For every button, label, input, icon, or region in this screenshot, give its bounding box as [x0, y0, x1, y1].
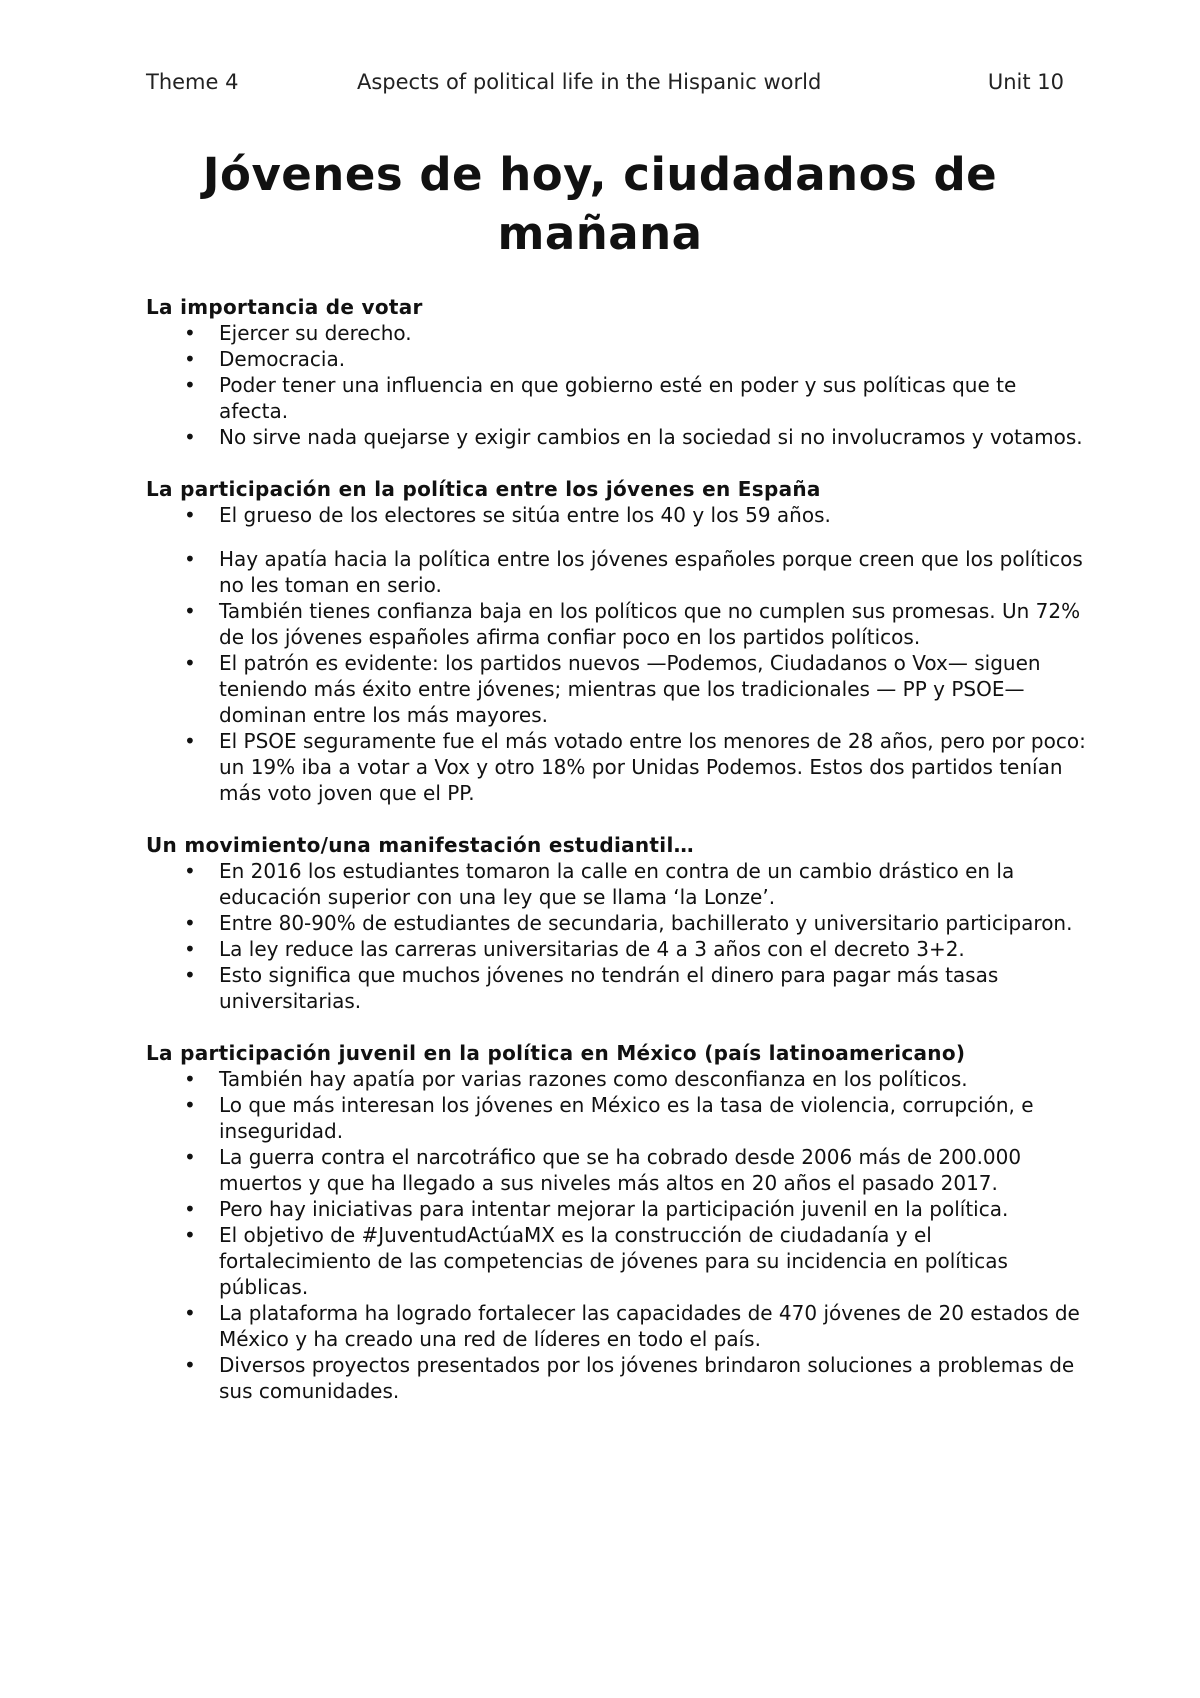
list-item	[146, 1092, 1086, 1144]
list-item-text: Poder tener una influencia en que gobierno esté en poder y sus políticas que te afecta.	[219, 373, 1017, 423]
bullet-list	[146, 502, 1086, 806]
list-item-text: Entre 80-90% de estudiantes de secundaria, bachillerato y universitario participaron.	[219, 911, 1073, 935]
list-item-text: En 2016 los estudiantes tomaron la calle en contra de un cambio drástico en la educación superior con una ley que se llama ‘la Lonze’.	[219, 859, 1015, 909]
header-topic: Aspects of political life in the Hispanic world	[357, 70, 822, 94]
section-heading: La importancia de votar	[146, 295, 423, 319]
list-item-text: No sirve nada quejarse y exigir cambios en la sociedad si no involucramos y votamos.	[219, 425, 1083, 449]
bullet-icon: •	[184, 937, 196, 961]
bullet-icon: •	[184, 859, 196, 883]
list-item-text: Lo que más interesan los jóvenes en México es la tasa de violencia, corrupción, e inseguridad.	[219, 1093, 1034, 1143]
list-item	[146, 424, 1086, 450]
bullet-icon: •	[184, 599, 196, 623]
list-item	[146, 910, 1086, 936]
list-item-text: Ejercer su derecho.	[219, 321, 412, 345]
list-item	[146, 598, 1086, 650]
section-youth-participation-spain	[146, 476, 1086, 806]
list-item	[146, 858, 1086, 910]
bullet-icon: •	[184, 1301, 196, 1325]
list-item-text: La guerra contra el narcotráfico que se ha cobrado desde 2006 más de 200.000 muertos y que ha llegado a sus niveles más altos en 20 años el pasado 2017.	[219, 1145, 1022, 1195]
list-item-text: También tienes confianza baja en los políticos que no cumplen sus promesas. Un 72% de los jóvenes españoles afirma confiar poco en los partidos políticos.	[219, 599, 1081, 649]
bullet-icon: •	[184, 1093, 196, 1117]
bullet-icon: •	[184, 1067, 196, 1091]
bullet-list	[146, 858, 1086, 1014]
list-item	[146, 1144, 1086, 1196]
bullet-icon: •	[184, 1197, 196, 1221]
list-item-text: Diversos proyectos presentados por los jóvenes brindaron soluciones a problemas de sus comunidades.	[219, 1353, 1075, 1403]
document-body	[146, 294, 1086, 1430]
bullet-icon: •	[184, 1223, 196, 1247]
list-item	[146, 346, 1086, 372]
bullet-icon: •	[184, 963, 196, 987]
bullet-icon: •	[184, 1353, 196, 1377]
list-item	[146, 320, 1086, 346]
page-title: Jóvenes de hoy, ciudadanos de mañana	[202, 148, 998, 260]
bullet-icon: •	[184, 321, 196, 345]
bullet-icon: •	[184, 347, 196, 371]
list-item-text: El PSOE seguramente fue el más votado entre los menores de 28 años, pero por poco: un 19% iba a votar a Vox y otro 18% por Unidas Podemos. Estos dos partidos tenían más voto joven que el PP.	[219, 729, 1086, 805]
bullet-icon: •	[184, 503, 196, 527]
list-item	[146, 936, 1086, 962]
list-item-text: Esto significa que muchos jóvenes no tendrán el dinero para pagar más tasas universitarias.	[219, 963, 999, 1013]
section-youth-participation-mexico	[146, 1040, 1086, 1404]
bullet-list	[146, 1066, 1086, 1404]
list-item	[146, 372, 1086, 424]
list-item-text: Pero hay iniciativas para intentar mejorar la participación juvenil en la política.	[219, 1197, 1009, 1221]
section-importance-of-voting	[146, 294, 1086, 450]
bullet-icon: •	[184, 651, 196, 675]
list-item-text: El grueso de los electores se sitúa entre los 40 y los 59 años.	[219, 503, 831, 527]
list-item-text: La ley reduce las carreras universitarias de 4 a 3 años con el decreto 3+2.	[219, 937, 965, 961]
list-item-text: El patrón es evidente: los partidos nuevos —Podemos, Ciudadanos o Vox— siguen teniendo más éxito entre jóvenes; mientras que los tradicionales — PP y PSOE— dominan entre los más mayores.	[219, 651, 1041, 727]
list-item-text: La plataforma ha logrado fortalecer las capacidades de 470 jóvenes de 20 estados de México y ha creado una red de líderes en todo el país.	[219, 1301, 1080, 1351]
header-theme: Theme 4	[146, 70, 239, 94]
list-item	[146, 1352, 1086, 1404]
header-unit: Unit 10	[987, 70, 1064, 94]
list-item-text: Hay apatía hacia la política entre los jóvenes españoles porque creen que los políticos no les toman en serio.	[219, 547, 1083, 597]
list-item	[146, 728, 1086, 806]
list-item	[146, 962, 1086, 1014]
bullet-list	[146, 320, 1086, 450]
list-item	[146, 1066, 1086, 1092]
list-item	[146, 1300, 1086, 1352]
list-item-text: El objetivo de #JuventudActúaMX es la construcción de ciudadanía y el fortalecimiento de las competencias de jóvenes para su incidencia en políticas públicas.	[219, 1223, 1008, 1299]
section-heading: La participación juvenil en la política en México (país latinoamericano)	[146, 1041, 966, 1065]
bullet-icon: •	[184, 1145, 196, 1169]
bullet-icon: •	[184, 729, 196, 753]
list-item	[146, 546, 1086, 598]
bullet-icon: •	[184, 911, 196, 935]
list-item	[146, 502, 1086, 528]
section-student-movement	[146, 832, 1086, 1014]
bullet-icon: •	[184, 373, 196, 397]
list-item-text: También hay apatía por varias razones como desconfianza en los políticos.	[219, 1067, 968, 1091]
bullet-icon: •	[184, 425, 196, 449]
list-item	[146, 1196, 1086, 1222]
section-heading: Un movimiento/una manifestación estudiantil…	[146, 833, 694, 857]
list-item	[146, 650, 1086, 728]
page-header	[146, 70, 1064, 100]
list-item-text: Democracia.	[219, 347, 346, 371]
list-item	[146, 1222, 1086, 1300]
bullet-icon: •	[184, 547, 196, 571]
section-heading: La participación en la política entre los jóvenes en España	[146, 477, 821, 501]
